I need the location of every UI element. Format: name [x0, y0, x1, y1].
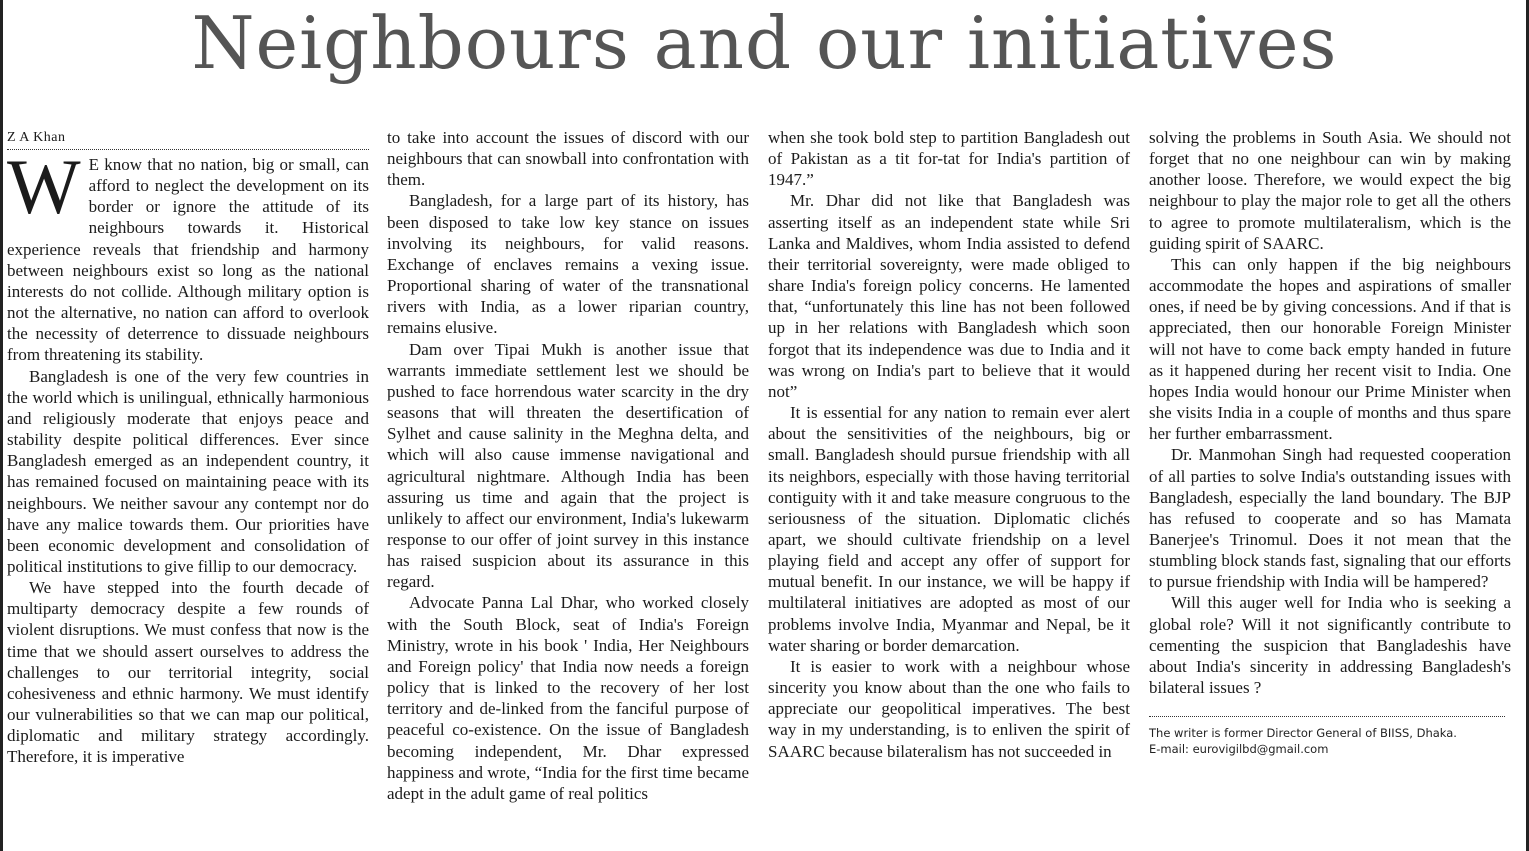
paragraph: Bangladesh is one of the very few countries in the world which is unilingual, ethnically harmonious and religiously moderate that enjoys peace and stability despite political differences. Ever since Bangladesh emerged as an independent country, it has remained focused on maintaining peace with its neighbours. We neither savour any contempt nor do have any malice towards them. Our priorities have been economic development and consolidation of political institutions to give fillip to our democracy.: [7, 366, 369, 576]
author-bio: The writer is former Director General of BIISS, Dhaka.: [1149, 726, 1457, 741]
drop-cap: W: [7, 143, 81, 230]
paragraph: We have stepped into the fourth decade of multiparty democracy despite a few rounds of violent disruptions. We must confess that now is the time that we should assert ourselves to address the challenges to our territorial integrity, social cohesiveness and ethnic harmony. We must identify our vulnerabilities so that we can map our political, diplomatic and military strategy accordingly. Therefore, it is imperative: [7, 578, 369, 767]
lead-smallcaps: E know that no nation, big or: [88, 155, 294, 174]
paragraph: This can only happen if the big neighbours accommodate the hopes and aspirations of smaller ones, if need be by giving concessions. And if that is appreciated, then our honorable Foreign Minister will not have to come back empty handed in future as it happened during her recent visit to India. One hopes India would honour our Prime Minister when she visits India in a couple of months and thus spare her further embarrassment.: [1149, 254, 1511, 444]
paragraph: It is essential for any nation to remain ever alert about the sensitivities of the neighbours, big or small. Bangladesh should pursue friendship with all its neighbors, especially with those having territorial contiguity with it and take measure congruous to the seriousness of the situation. Diplomatic clichés apart, we should cultivate friendship on a level playing field and accept any offer of support for mutual benefit. In our instance, we will be happy if multilateral initiatives are adopted as most of our problems involve India, Myanmar and Nepal, be it water sharing or border demarcation.: [768, 403, 1130, 655]
paragraph: Advocate Panna Lal Dhar, who worked closely with the South Block, seat of India's Foreign Ministry, wrote in his book ' India, Her Neighbours and Foreign policy' that India now needs a foreign policy that is linked to the recovery of her lost territory and de-linked from the fanciful purpose of peaceful co-existence. On the issue of Bangladesh becoming independent, Mr. Dhar expressed happiness and wrote, “India for the first time became adept in the adult game of real politics: [387, 593, 749, 803]
paragraph: when she took bold step to partition Bangladesh out of Pakistan as a tit for-tat for India's partition of 1947.”: [768, 128, 1130, 190]
divider: [1149, 716, 1505, 717]
byline: Z A Khan: [7, 127, 369, 150]
column-4: [1149, 127, 1511, 757]
headline: Neighbours and our initiatives: [191, 1, 1338, 85]
paragraph: solving the problems in South Asia. We should not forget that no one neighbour can win by making another loose. Therefore, we would expect the big neighbour to play the major role to get all the others to agree to promote multilateralism, which is the guiding spirit of SAARC.: [1149, 128, 1511, 253]
author-email: E-mail: eurovigilbd@gmail.com: [1149, 742, 1329, 757]
paragraph: Mr. Dhar did not like that Bangladesh was asserting itself as an independent state while Sri Lanka and Maldives, whom India assisted to defend their territorial sovereignty, were made obliged to share India's foreign policy concerns. He lamented that, “unfortunately this line has not been followed up in her relations with Bangladesh which soon forgot that its independence was due to India and it was wrong on India's part to believe that it would not”: [768, 191, 1130, 401]
paragraph: Bangladesh, for a large part of its history, has been disposed to take low key stance on issues involving its neighbours, for valid reasons. Exchange of enclaves remains a vexing issue. Proportional sharing of water of the transnational rivers with India, as a lower riparian country, remains elusive.: [387, 191, 749, 338]
paragraph: Dr. Manmohan Singh had requested cooperation of all parties to solve India's outstanding issues with Bangladesh, especially the land boundary. The BJP has refused to cooperate and so has Mamata Banerjee's Trinomul. Does it not mean that the stumbling block stands fast, signaling that our efforts to pursue friendship with India will be hampered?: [1149, 445, 1511, 592]
paragraph: Dam over Tipai Mukh is another issue that warrants immediate settlement lest we should be pushed to face horrendous water scarcity in the dry seasons that will threaten the desertification of Sylhet and cause salinity in the Meghna delta, and which will also cause immense navigational and agricultural nightmare. Although India has been assuring us time and again that the project is unlikely to affect our environment, India's lukewarm response to our offer of joint survey in this instance has raised suspicion about its assurance in this regard.: [387, 339, 749, 592]
lead-text: small, can afford to neglect the development on its border or ignore the attitude of its neighbours towards it. Historical experience reveals that friendship and harmony between neighbours exist so long as the national interests do not collide. Although military option is not the alternative, no nation can afford to overlook the necessity of deterrence to dissuade neighbours from threatening its stability.: [7, 155, 370, 365]
paragraph: Will this auger well for India who is seeking a global role? Will it not significantly contribute to cementing the suspicion that Bangladeshis have about India's sincerity in addressing Bangladesh's bilateral issues ?: [1149, 593, 1511, 698]
author-note: [1149, 725, 1511, 757]
column-1: [7, 127, 369, 768]
paragraph: It is easier to work with a neighbour whose sincerity you know about than the one who fails to appreciate our geopolitical imperatives. The best way in my understanding, is to enliven the spirit of SAARC because bilateralism has not succeeded in: [768, 656, 1130, 761]
lead-paragraph: [7, 143, 370, 366]
paragraph: to take into account the issues of discord with our neighbours that can snowball into confrontation with them.: [387, 128, 749, 190]
column-3: [768, 127, 1130, 762]
column-2: [387, 127, 749, 804]
